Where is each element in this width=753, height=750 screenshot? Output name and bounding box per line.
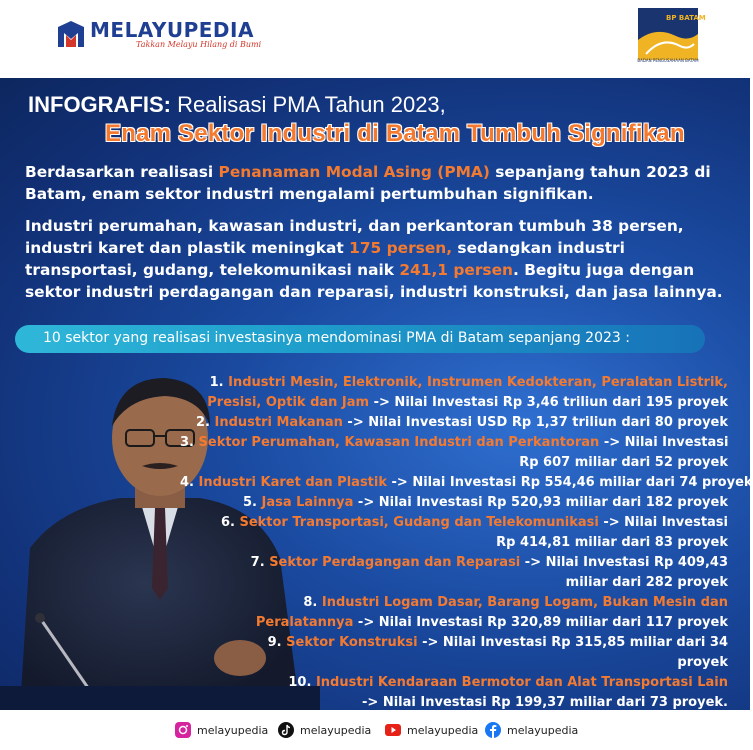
sector-detail: -> Nilai Investasi Rp 409,43 (520, 555, 728, 570)
sector-list-line (180, 413, 728, 433)
sector-detail: Rp 607 miliar dari 52 proyek (519, 455, 728, 470)
sector-detail: miliar dari 282 proyek (565, 575, 728, 590)
sector-detail: -> Nilai Investasi Rp 520,93 miliar dari 182 proyek (353, 495, 728, 510)
sector-detail: -> Nilai Investasi Rp 315,85 miliar dari 34 (417, 635, 728, 650)
sector-detail: -> Nilai Investasi Rp 554,46 miliar dari 74 proyek (387, 475, 753, 490)
brand-tagline: Takkan Melayu Hilang di Bumi (136, 40, 262, 49)
sector-number: 4. (180, 475, 199, 490)
sector-list-line (180, 653, 728, 673)
sector-name: Industri Logam Dasar, Barang Logam, Bukan Mesin dan (321, 595, 728, 610)
sector-list-line (180, 373, 728, 393)
p2-line-1: Industri perumahan, kawasan industri, dan perkantoran tumbuh 38 persen, (25, 217, 684, 235)
sector-number: 2. (195, 415, 215, 430)
sector-number: 5. (242, 495, 262, 510)
sector-name: Industri Makanan (214, 415, 343, 430)
sector-name: Presisi, Optik dan Jam (207, 395, 370, 410)
melayupedia-mark-icon (56, 19, 86, 49)
sector-detail: -> Nilai Investasi Rp 3,46 triliun dari 195 proyek (369, 395, 728, 410)
paragraph-2 (25, 215, 730, 303)
facebook-link[interactable] (485, 722, 578, 738)
p2-line-2-b: sedangkan industri (452, 239, 625, 257)
sector-name: Industri Karet dan Plastik (198, 475, 387, 490)
section-banner (15, 325, 705, 353)
facebook-icon (485, 722, 501, 738)
sector-number: 1. (209, 375, 229, 390)
bp-batam-caption: BADAN PENGUSAHAAN BATAM (637, 58, 699, 63)
sector-name: Peralatannya (255, 615, 354, 630)
p2-line-3-b: . Begitu juga dengan (512, 261, 695, 279)
bp-batam-logo-text: BP BATAM (666, 14, 706, 22)
sector-detail: -> Nilai Investasi Rp 199,37 miliar dari 73 proyek. (362, 695, 728, 710)
banner-text: 10 sektor yang realisasi investasinya mendominasi PMA di Batam sepanjang 2023 : (43, 330, 630, 346)
sector-name: Sektor Perdagangan dan Reparasi (269, 555, 521, 570)
facebook-handle: melayupedia (507, 723, 579, 737)
instagram-icon (175, 722, 191, 738)
title-prefix: INFOGRAFIS: (28, 92, 171, 117)
sector-list-line (180, 613, 728, 633)
paragraph-1 (25, 161, 730, 205)
sector-list-line (180, 533, 728, 553)
sector-list-line (180, 513, 728, 533)
p2-line-4: sektor industri perdagangan dan reparasi, industri konstruksi, dan jasa lainnya. (25, 283, 723, 301)
sector-detail: Rp 414,81 miliar dari 83 proyek (496, 535, 728, 550)
sector-number: 7. (250, 555, 270, 570)
sector-name: Sektor Konstruksi (286, 635, 418, 650)
sector-number: 9. (267, 635, 287, 650)
youtube-handle: melayupedia (407, 723, 479, 737)
sector-name: Industri Kendaraan Bermotor dan Alat Transportasi Lain (315, 675, 728, 690)
sector-detail: -> Nilai Investasi USD Rp 1,37 triliun dari 80 proyek (342, 415, 728, 430)
sector-detail: -> Nilai Investasi Rp 320,89 miliar dari 117 proyek (353, 615, 728, 630)
p2-highlight-1: 175 persen, (349, 239, 453, 257)
sector-name: Industri Mesin, Elektronik, Instrumen Kedokteran, Peralatan Listrik, (228, 375, 728, 390)
tiktok-handle: melayupedia (300, 723, 372, 737)
sector-detail: -> Nilai Investasi (599, 435, 729, 450)
p2-line-2-a: industri karet dan plastik meningkat (25, 239, 350, 257)
sector-list-line (180, 593, 728, 613)
sector-number: 10. (288, 675, 316, 690)
tiktok-icon (278, 722, 294, 738)
sector-list-line (180, 453, 728, 473)
title-line-2: Enam Sektor Industri di Batam Tumbuh Signifikan (105, 120, 685, 147)
sector-name: Sektor Transportasi, Gudang dan Telekomunikasi (239, 515, 599, 530)
p2-highlight-2: 241,1 persen (399, 261, 513, 279)
footer (0, 710, 750, 750)
sector-number: 3. (180, 435, 199, 450)
sector-detail: proyek (677, 655, 728, 670)
youtube-link[interactable] (385, 722, 478, 738)
sector-list (180, 373, 753, 713)
sector-list-line (180, 633, 728, 653)
p1-line-2: Batam, enam sektor industri mengalami pertumbuhan signifikan. (25, 185, 594, 203)
instagram-handle: melayupedia (197, 723, 269, 737)
sector-number: 8. (303, 595, 322, 610)
p1-text-a: Berdasarkan realisasi (25, 163, 219, 181)
brand-name: MELAYUPEDIA (90, 18, 254, 42)
main-panel (0, 78, 753, 710)
p1-highlight: Penanaman Modal Asing (PMA) (218, 163, 490, 181)
title-subject: Realisasi PMA Tahun 2023, (177, 92, 446, 117)
p1-text-b: sepanjang tahun 2023 di (489, 163, 711, 181)
sector-name: Sektor Perumahan, Kawasan Industri dan Perkantoran (198, 435, 600, 450)
melayupedia-logo[interactable] (56, 18, 261, 49)
sector-number: 6. (220, 515, 240, 530)
youtube-icon (385, 722, 401, 738)
sector-list-line (180, 493, 728, 513)
sector-name: Jasa Lainnya (261, 495, 354, 510)
header (0, 0, 750, 78)
sector-list-line (180, 433, 728, 453)
p2-line-3-a: transportasi, gudang, telekomunikasi naik (25, 261, 400, 279)
tiktok-link[interactable] (278, 722, 371, 738)
title-line-1 (28, 92, 446, 118)
sector-list-line (180, 473, 753, 493)
sector-list-line (180, 393, 728, 413)
sector-list-line (180, 573, 728, 593)
sector-list-line (180, 673, 728, 693)
instagram-link[interactable] (175, 722, 268, 738)
sector-detail: -> Nilai Investasi (598, 515, 728, 530)
sector-list-line (180, 553, 728, 573)
